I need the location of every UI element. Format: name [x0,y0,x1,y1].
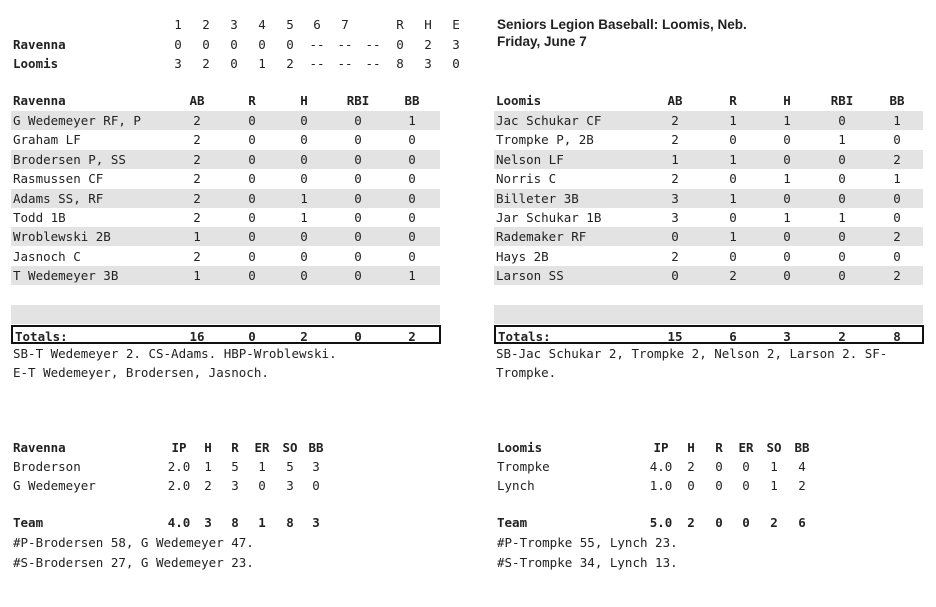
stat-value: 1 [408,268,416,284]
pitching-col-header: SO [766,440,782,455]
player-name: Graham LF [13,132,81,148]
pitching-col-header: ER [254,440,270,455]
stat-value: 1 [838,132,846,148]
pitching-col-header: IP [171,440,187,455]
pitching-stat: 0 [258,478,266,493]
stat-value: 2 [671,171,679,187]
pitching-col-header: BB [308,440,324,455]
stat-value: 0 [408,210,416,225]
totals-value: 8 [893,329,901,344]
stat-value: 0 [783,229,791,245]
batting-col-header: BB [889,93,905,108]
stat-value: 1 [838,210,846,225]
player-name: Larson SS [496,268,564,284]
stat-value: 0 [729,210,737,225]
pitching-team-stat: 5.0 [649,515,673,530]
stat-value: 0 [300,248,308,264]
pitching-col-header: BB [794,440,810,455]
stat-value: 0 [300,268,308,284]
stat-value: 0 [893,210,901,225]
linescore-rhe-value: 2 [424,37,432,52]
stat-value: 0 [893,190,901,206]
linescore-inning-score: 2 [286,56,294,71]
blank-row [494,305,923,324]
stat-value: 1 [300,190,308,206]
pitching-note: #S-Brodersen 27, G Wedemeyer 23. [13,555,254,570]
pitching-team-label: Team [13,515,44,530]
pitching-team-stat: 4.0 [167,515,191,530]
stat-value: 1 [300,210,308,225]
totals-value: 2 [300,329,308,344]
stat-value: 0 [354,171,362,187]
linescore-inning-score: -- [309,56,325,71]
batting-row [494,266,923,285]
batting-note: Trompke. [496,365,557,380]
pitching-stat: 1 [204,459,212,474]
stat-value: 0 [300,151,308,167]
batting-row [11,169,440,188]
batting-col-header: RBI [830,93,854,108]
stat-value: 1 [729,151,737,167]
pitcher-name: Broderson [13,459,81,474]
linescore-inning-score: 0 [230,56,238,71]
pitching-stat: 3 [231,478,239,493]
linescore-rhe-value: 3 [424,56,432,71]
stat-value: 0 [248,151,256,167]
linescore-inning-score: 0 [174,37,182,52]
pitching-stat: 5 [231,459,239,474]
stat-value: 0 [300,171,308,187]
pitching-team-stat: 8 [231,515,239,530]
pitching-stat: 2 [204,478,212,493]
stat-value: 3 [671,190,679,206]
player-name: Nelson LF [496,151,564,167]
pitching-col-header: SO [282,440,298,455]
linescore-inning-score: -- [337,37,353,52]
stat-value: 2 [193,210,201,225]
stat-value: 0 [783,151,791,167]
stat-value: 1 [783,210,791,225]
rhe-header: E [452,17,460,32]
stat-value: 0 [354,229,362,245]
batting-row [494,111,923,130]
pitching-note: #P-Trompke 55, Lynch 23. [497,535,678,550]
player-name: Rasmussen CF [13,171,104,187]
rhe-header: R [396,17,404,32]
pitching-col-header: H [687,440,695,455]
linescore-team-name: Ravenna [13,37,66,52]
pitcher-name: Lynch [497,478,535,493]
blank-row [11,305,440,324]
pitching-stat: 0 [687,478,695,493]
linescore-inning-score: 3 [174,56,182,71]
totals-label: Totals: [498,329,551,344]
pitching-stat: 1 [770,459,778,474]
stat-value: 0 [248,268,256,284]
batting-row [494,150,923,169]
pitching-stat: 5 [286,459,294,474]
stat-value: 1 [408,113,416,128]
pitching-col-header: R [715,440,723,455]
stat-value: 1 [783,171,791,187]
pitching-stat: 0 [742,459,750,474]
pitching-col-header: H [204,440,212,455]
stat-value: 0 [838,190,846,206]
stat-value: 2 [893,229,901,245]
stat-value: 2 [671,113,679,128]
player-name: Jar Schukar 1B [496,210,602,225]
linescore-inning-score: -- [309,37,325,52]
stat-value: 2 [193,248,201,264]
stat-value: 0 [354,113,362,128]
pitching-team-stat: 3 [312,515,320,530]
stat-value: 2 [729,268,737,284]
player-name: Hays 2B [496,248,549,264]
stat-value: 0 [838,248,846,264]
stat-value: 0 [783,132,791,148]
linescore-inning-score: 0 [202,37,210,52]
stat-value: 0 [893,248,901,264]
pitching-col-header: R [231,440,239,455]
player-name: Billeter 3B [496,190,579,206]
stat-value: 2 [893,151,901,167]
inning-header: 6 [313,17,321,32]
totals-value: 16 [189,329,205,344]
pitching-stat: 2.0 [167,478,191,493]
stat-value: 3 [671,210,679,225]
stat-value: 0 [893,132,901,148]
linescore-rhe-value: 8 [396,56,404,71]
pitching-team-stat: 2 [770,515,778,530]
stat-value: 1 [893,171,901,187]
pitching-note: #S-Trompke 34, Lynch 13. [497,555,678,570]
batting-col-header: AB [667,93,683,108]
stat-value: 0 [729,171,737,187]
pitching-team-stat: 1 [258,515,266,530]
pitching-team-stat: 8 [286,515,294,530]
stat-value: 0 [248,171,256,187]
batting-col-header: R [248,93,256,108]
stat-value: 0 [838,268,846,284]
pitching-stat: 1 [770,478,778,493]
player-name: G Wedemeyer RF, P [13,113,141,128]
pitching-team-stat: 0 [715,515,723,530]
stat-value: 1 [193,268,201,284]
stat-value: 0 [248,248,256,264]
pitching-team-stat: 6 [798,515,806,530]
batting-col-header: R [729,93,737,108]
inning-header: 4 [258,17,266,32]
pitching-stat: 4 [798,459,806,474]
stat-value: 0 [354,151,362,167]
stat-value: 0 [408,229,416,245]
stat-value: 0 [248,210,256,225]
batting-col-header: BB [404,93,420,108]
stat-value: 2 [193,132,201,148]
linescore-rhe-value: 0 [452,56,460,71]
stat-value: 1 [783,113,791,128]
player-name: Todd 1B [13,210,66,225]
pitching-team-stat: 3 [204,515,212,530]
pitching-team-header: Loomis [497,440,543,455]
batting-note: E-T Wedemeyer, Brodersen, Jasnoch. [13,365,269,380]
pitching-stat: 0 [742,478,750,493]
batting-team-header: Ravenna [13,93,66,108]
batting-row [494,227,923,246]
stat-value: 0 [408,248,416,264]
totals-value: 2 [838,329,846,344]
inning-header: 2 [202,17,210,32]
pitching-team-header: Ravenna [13,440,66,455]
totals-value: 3 [783,329,791,344]
batting-row [494,189,923,208]
pitching-team-stat: 2 [687,515,695,530]
batting-row [494,169,923,188]
totals-value: 6 [729,329,737,344]
stat-value: 0 [408,190,416,206]
stat-value: 0 [300,132,308,148]
batting-col-header: H [300,93,308,108]
pitching-stat: 1 [258,459,266,474]
stat-value: 0 [729,248,737,264]
linescore-inning-score: -- [365,37,381,52]
pitching-team-label: Team [497,515,528,530]
pitching-team-stat: 0 [742,515,750,530]
pitcher-name: Trompke [497,459,550,474]
player-name: T Wedemeyer 3B [13,268,119,284]
batting-row [11,247,440,266]
player-name: Jac Schukar CF [496,113,602,128]
batting-note: SB-T Wedemeyer 2. CS-Adams. HBP-Wroblewski. [13,346,337,361]
stat-value: 2 [193,171,201,187]
game-date: Friday, June 7 [497,34,587,49]
player-name: Wroblewski 2B [13,229,111,245]
totals-row [11,325,441,344]
batting-note: SB-Jac Schukar 2, Trompke 2, Nelson 2, Larson 2. SF- [496,346,888,361]
linescore-inning-score: -- [365,56,381,71]
linescore-rhe-value: 3 [452,37,460,52]
inning-header: 7 [341,17,349,32]
stat-value: 0 [671,268,679,284]
stat-value: 0 [838,229,846,245]
stat-value: 0 [408,171,416,187]
inning-header: 5 [286,17,294,32]
pitching-stat: 2.0 [167,459,191,474]
stat-value: 1 [671,151,679,167]
inning-header: 1 [174,17,182,32]
batting-team-header: Loomis [496,93,542,108]
stat-value: 2 [893,268,901,284]
batting-row [11,130,440,149]
stat-value: 0 [354,248,362,264]
pitching-stat: 2 [798,478,806,493]
totals-label: Totals: [15,329,68,344]
stat-value: 2 [193,190,201,206]
inning-header: 3 [230,17,238,32]
stat-value: 0 [248,113,256,128]
pitching-stat: 4.0 [649,459,673,474]
pitching-stat: 0 [312,478,320,493]
pitching-stat: 1.0 [649,478,673,493]
batting-row [494,247,923,266]
player-name: Adams SS, RF [13,190,104,206]
linescore-inning-score: 0 [286,37,294,52]
pitching-stat: 0 [715,459,723,474]
player-name: Trompke P, 2B [496,132,594,148]
totals-value: 0 [248,329,256,344]
stat-value: 0 [354,210,362,225]
linescore-inning-score: 0 [230,37,238,52]
stat-value: 1 [729,229,737,245]
stat-value: 0 [838,171,846,187]
stat-value: 0 [671,229,679,245]
batting-row [11,111,440,130]
batting-row [11,208,440,227]
stat-value: 0 [248,132,256,148]
stat-value: 0 [783,190,791,206]
totals-value: 2 [408,329,416,344]
linescore-team-name: Loomis [13,56,59,71]
stat-value: 2 [671,248,679,264]
player-name: Norris C [496,171,557,187]
player-name: Brodersen P, SS [13,151,126,167]
totals-row [494,325,924,344]
stat-value: 2 [671,132,679,148]
batting-col-header: RBI [346,93,370,108]
stat-value: 0 [783,248,791,264]
stat-value: 0 [354,132,362,148]
stat-value: 2 [193,113,201,128]
player-name: Rademaker RF [496,229,587,245]
stat-value: 0 [248,229,256,245]
batting-col-header: H [783,93,791,108]
batting-row [494,208,923,227]
pitching-note: #P-Brodersen 58, G Wedemeyer 47. [13,535,254,550]
stat-value: 0 [354,190,362,206]
batting-col-header: AB [189,93,205,108]
linescore-inning-score: 0 [258,37,266,52]
stat-value: 0 [408,132,416,148]
stat-value: 1 [729,190,737,206]
rhe-header: H [424,17,432,32]
totals-value: 15 [667,329,683,344]
stat-value: 0 [300,113,308,128]
pitching-stat: 0 [715,478,723,493]
batting-row [11,189,440,208]
pitching-col-header: ER [738,440,754,455]
stat-value: 0 [300,229,308,245]
stat-value: 1 [729,113,737,128]
pitching-stat: 3 [312,459,320,474]
pitcher-name: G Wedemeyer [13,478,96,493]
totals-value: 0 [354,329,362,344]
linescore-inning-score: 2 [202,56,210,71]
stat-value: 1 [193,229,201,245]
stat-value: 0 [408,151,416,167]
game-title: Seniors Legion Baseball: Loomis, Neb. [497,17,747,32]
pitching-col-header: IP [653,440,669,455]
linescore-inning-score: 1 [258,56,266,71]
batting-row [11,266,440,285]
batting-row [11,150,440,169]
stat-value: 0 [729,132,737,148]
player-name: Jasnoch C [13,248,81,264]
stat-value: 0 [354,268,362,284]
linescore-inning-score: -- [337,56,353,71]
pitching-stat: 2 [687,459,695,474]
batting-row [494,130,923,149]
pitching-stat: 3 [286,478,294,493]
stat-value: 0 [838,151,846,167]
stat-value: 2 [193,151,201,167]
stat-value: 0 [838,113,846,128]
stat-value: 0 [248,190,256,206]
stat-value: 0 [783,268,791,284]
linescore-rhe-value: 0 [396,37,404,52]
batting-row [11,227,440,246]
stat-value: 1 [893,113,901,128]
